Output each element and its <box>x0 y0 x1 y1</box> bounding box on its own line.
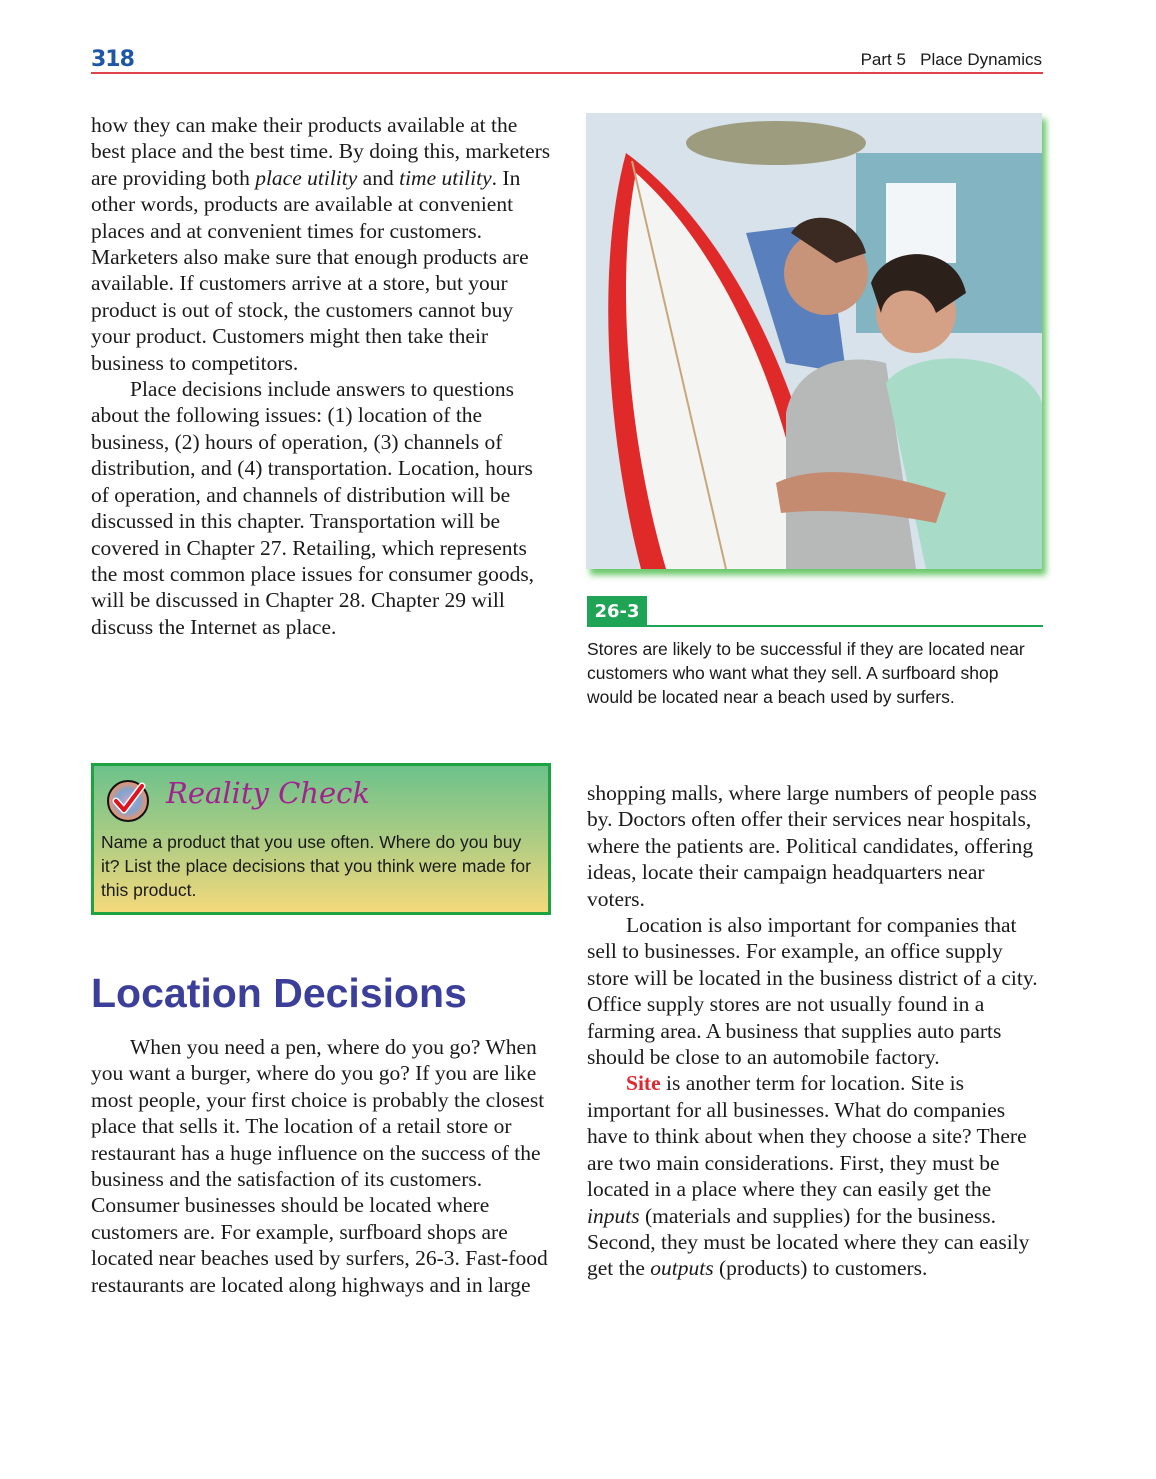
checkmark-glyph <box>109 782 147 820</box>
surf-shop-photo <box>586 113 1042 569</box>
left-column-intro <box>91 112 551 640</box>
paragraph: how they can make their products available at the best place and the best time. By doing this, marketers are providing both place utility and time utility. In other words, products are available at convenient places and at convenient times for customers. Marketers also make sure that enough products are available. If customers arrive at a store, but your product is out of stock, the customers cannot buy your product. Customers might then take their business to competitors. <box>91 113 551 375</box>
paragraph: When you need a pen, where do you go? When you want a burger, where do you go? If you are like most people, your first choice is probably the closest place that sells it. The location of a retail store or restaurant has a huge influence on the success of the business and the satisfaction of its customers. Consumer businesses should be located where customers are. For example, surfboard shops are located near beaches used by surfers, 26-3. Fast-food restaurants are located along highways and in large <box>91 1035 548 1297</box>
paragraph: Location is also important for companies that sell to businesses. For example, an office supply store will be located in the business district of a city. Office supply stores are not usually found in a farming area. A business that supplies auto parts should be close to an automobile factory. <box>587 913 1038 1070</box>
page-number: 318 <box>91 47 134 72</box>
left-column-location <box>91 1034 553 1298</box>
paragraph: Place decisions include answers to questions about the following issues: (1) location of the business, (2) hours of operation, (3) channels of distribution, and (4) transportation. Location, hours of operation, and channels of distribution will be discussed in this chapter. Transportation will be covered in Chapter 27. Retailing, which represents the most common place issues for consumer goods, will be discussed in Chapter 28. Chapter 29 will discuss the Internet as place. <box>91 377 535 639</box>
figure-rule <box>587 625 1043 627</box>
running-head: Part 5 Place Dynamics <box>860 50 1042 69</box>
photo-illustration <box>586 113 1042 569</box>
term-time-utility: time utility <box>399 165 492 190</box>
header-rule <box>91 72 1043 74</box>
figure-number-badge: 26-3 <box>587 596 647 626</box>
figure-photo <box>586 113 1042 569</box>
checkmark-icon <box>107 780 149 822</box>
term-inputs: inputs <box>587 1203 640 1228</box>
reality-check-box <box>91 763 551 915</box>
term-outputs: outputs <box>650 1256 714 1281</box>
reality-check-text: Name a product that you use often. Where do you buy it? List the place decisions that you think were made for this product. <box>101 832 531 900</box>
paragraph: Site is another term for location. Site is important for all businesses. What do companies have to think about when they choose a site? There are two main considerations. First, they must be located in a place where they can easily get the inputs (materials and supplies) for the business. Second, they must be located where they can easily get the outputs (products) to customers. <box>587 1071 1030 1281</box>
right-column-text <box>587 780 1047 1282</box>
paragraph: shopping malls, where large numbers of people pass by. Doctors often offer their services near hospitals, where the patients are. Political candidates, offering ideas, locate their campaign headquarters near voters. <box>587 781 1037 911</box>
term-place-utility: place utility <box>255 165 358 190</box>
section-heading: Location Decisions <box>91 970 467 1016</box>
reality-check-title: Reality Check <box>166 776 370 810</box>
figure-caption: Stores are likely to be successful if they are located near customers who want what they sell. A surfboard shop would be located near a beach used by surfers. <box>587 639 1025 707</box>
key-term-site: Site <box>626 1071 661 1096</box>
